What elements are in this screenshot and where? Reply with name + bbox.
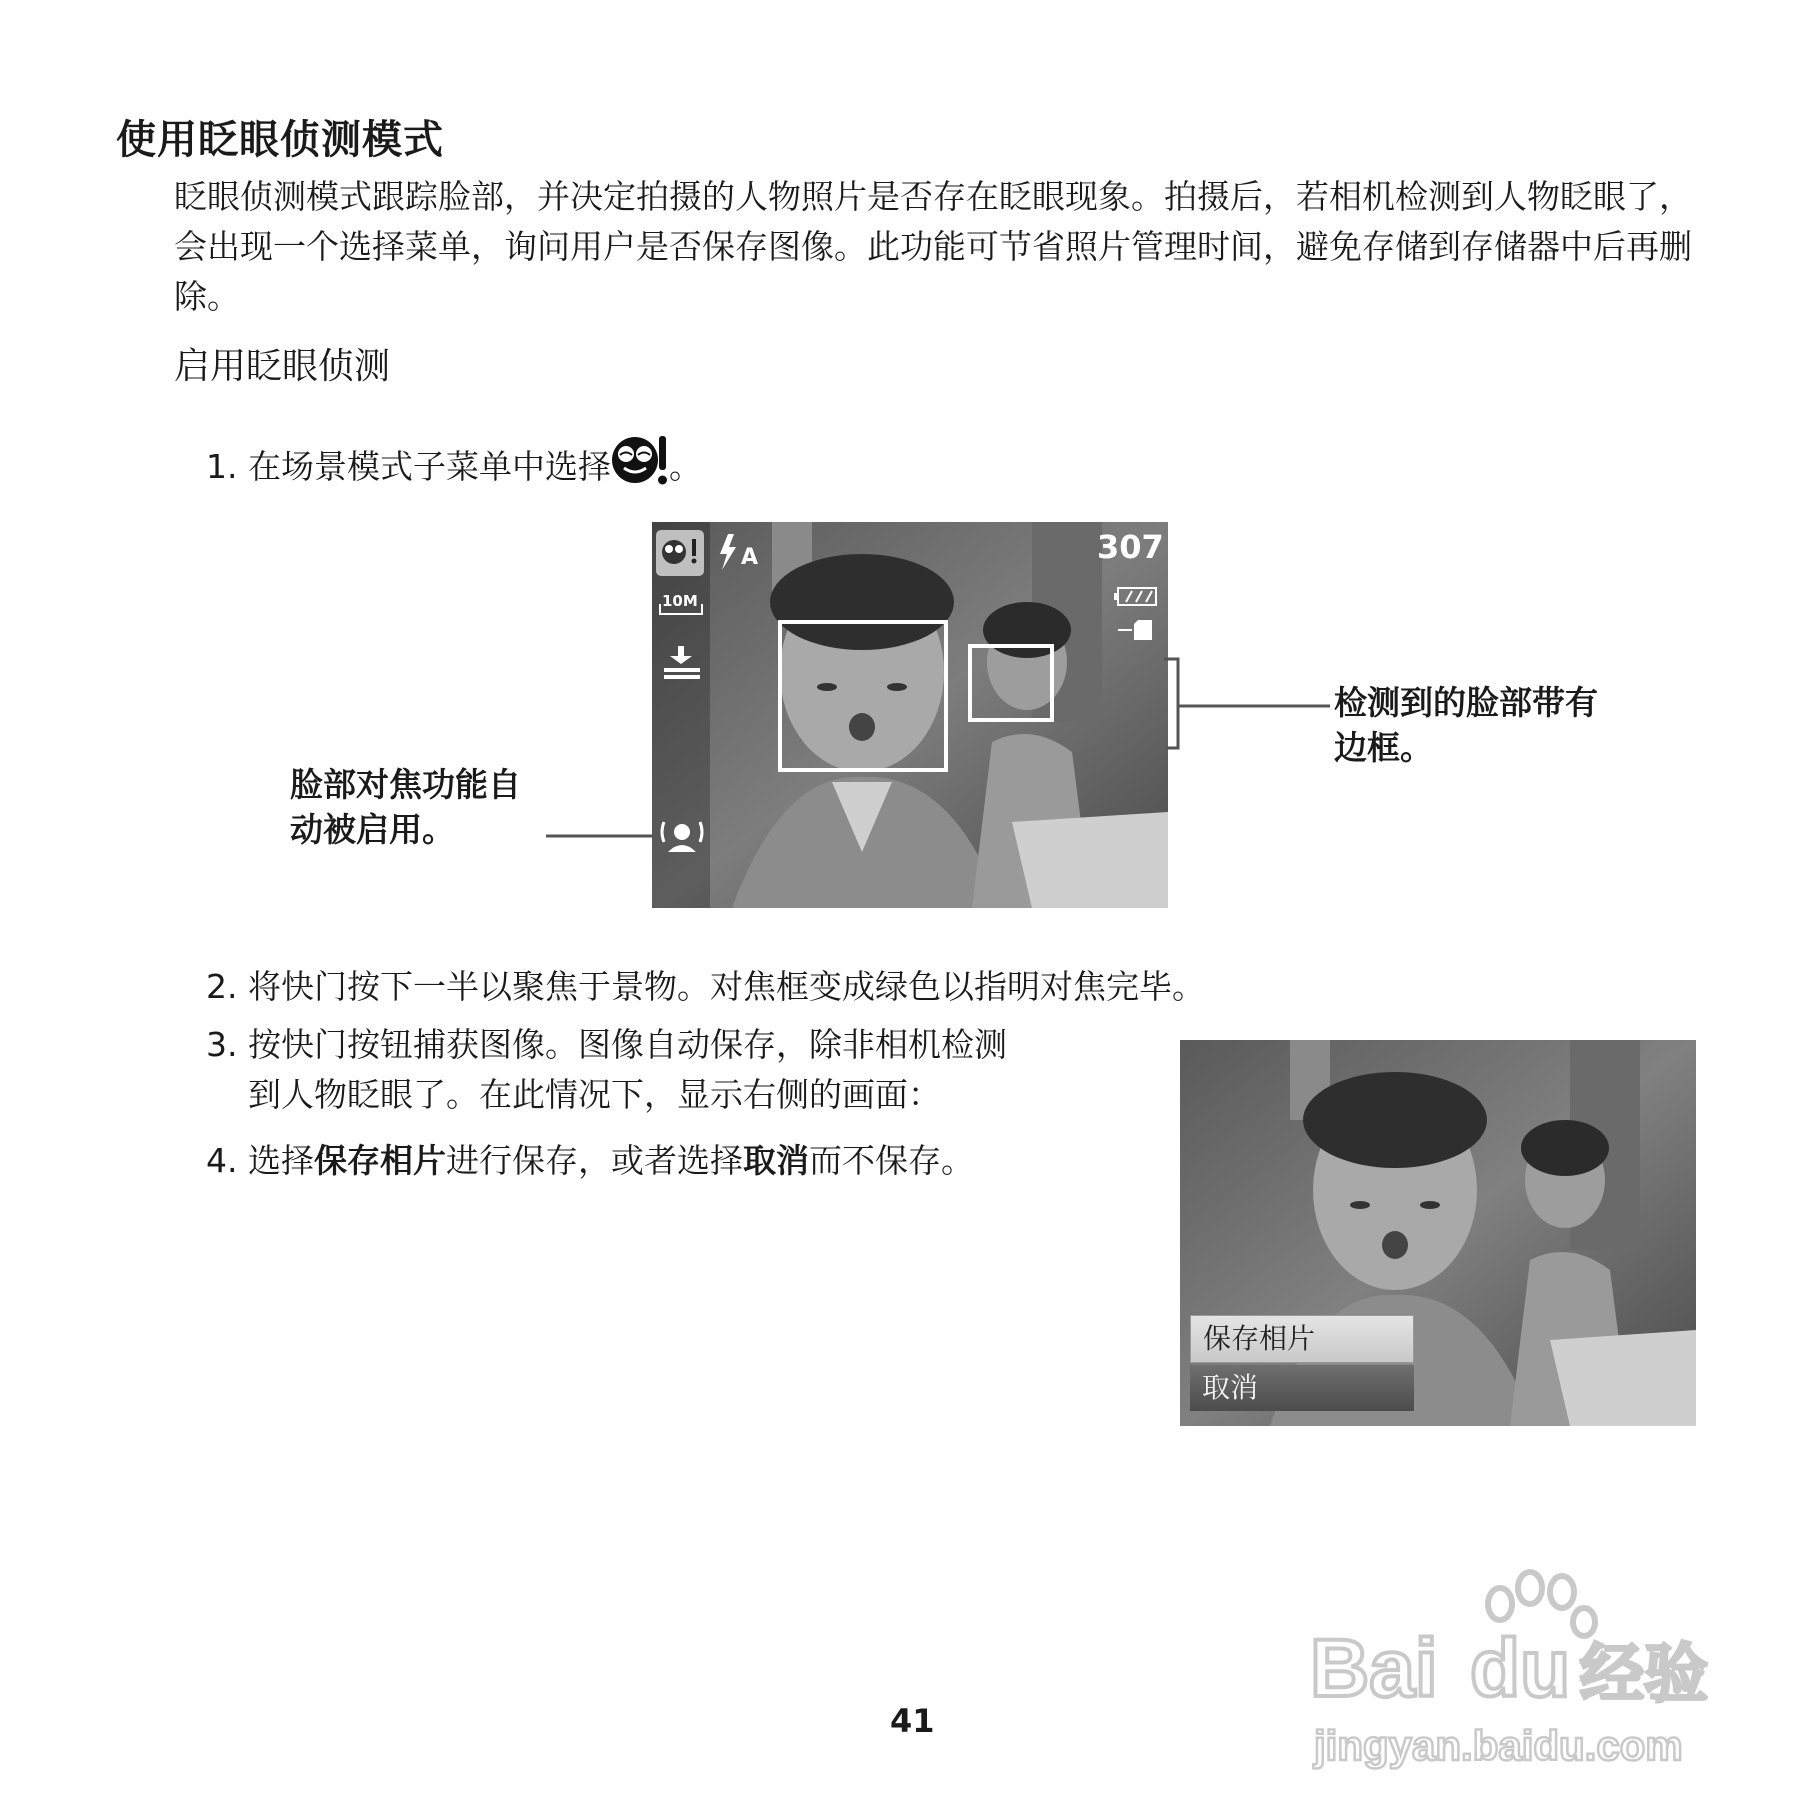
step-3-line1: 3. 按快门按钮捕获图像。图像自动保存，除非相机检测 [206, 1025, 1007, 1064]
page-number: 41 [890, 1702, 935, 1740]
section-subheading: 启用眨眼侦测 [174, 346, 391, 387]
watermark-jingyan: 经验 [1580, 1638, 1708, 1712]
step-4-suffix: 而不保存。 [808, 1141, 974, 1180]
callout-face-frames [1334, 680, 1598, 770]
save-photo-menu-item[interactable]: 保存相片 [1190, 1315, 1414, 1363]
blink-prompt-screen [1180, 1040, 1696, 1426]
blink-prompt-menu [1190, 1315, 1414, 1411]
step-1-text: 1. 在场景模式子菜单中选择 [206, 447, 611, 486]
callout-face-focus [290, 762, 521, 852]
step-4 [206, 1136, 974, 1186]
baidu-jingyan-watermark [1300, 1548, 1740, 1778]
intro-paragraph: 眨眼侦测模式跟踪脸部，并决定拍摄的人物照片是否存在眨眼现象。拍摄后，若相机检测到人物眨眼了，会出现一个选择菜单，询问用户是否保存图像。此功能可节省照片管理时间，避免存储到存储器中后再删除。 [174, 177, 1692, 316]
step-3-line2: 到人物眨眼了。在此情况下，显示右侧的画面： [248, 1075, 941, 1114]
step-4-cancel-label: 取消 [742, 1141, 809, 1180]
step-4-save-label: 保存相片 [313, 1141, 446, 1180]
step-2: 2. 将快门按下一半以聚焦于景物。对焦框变成绿色以指明对焦完毕。 [206, 967, 1205, 1006]
callout-face-frames-line1: 检测到的脸部带有 [1334, 683, 1598, 722]
step-4-middle: 进行保存，或者选择 [445, 1141, 743, 1180]
callout-face-focus-line1: 脸部对焦功能自 [290, 765, 521, 804]
flash-mode-label: A [741, 545, 759, 570]
callout-face-focus-line2: 动被启用。 [290, 810, 455, 849]
page-title: 使用眨眼侦测模式 [116, 117, 444, 163]
step-3 [206, 1020, 1106, 1120]
callout-face-frames-line2: 边框。 [1334, 728, 1433, 767]
watermark-bai: Bai [1310, 1623, 1438, 1714]
watermark-url: jingyan.baidu.com [1314, 1722, 1683, 1769]
cancel-menu-item[interactable]: 取消 [1190, 1365, 1414, 1411]
step-4-prefix: 4. 选择 [206, 1141, 314, 1180]
resolution-label: 10M [662, 592, 698, 610]
step-1-suffix: 。 [668, 447, 702, 486]
shots-remaining: 307 [1097, 528, 1164, 566]
watermark-du: du [1470, 1623, 1571, 1714]
